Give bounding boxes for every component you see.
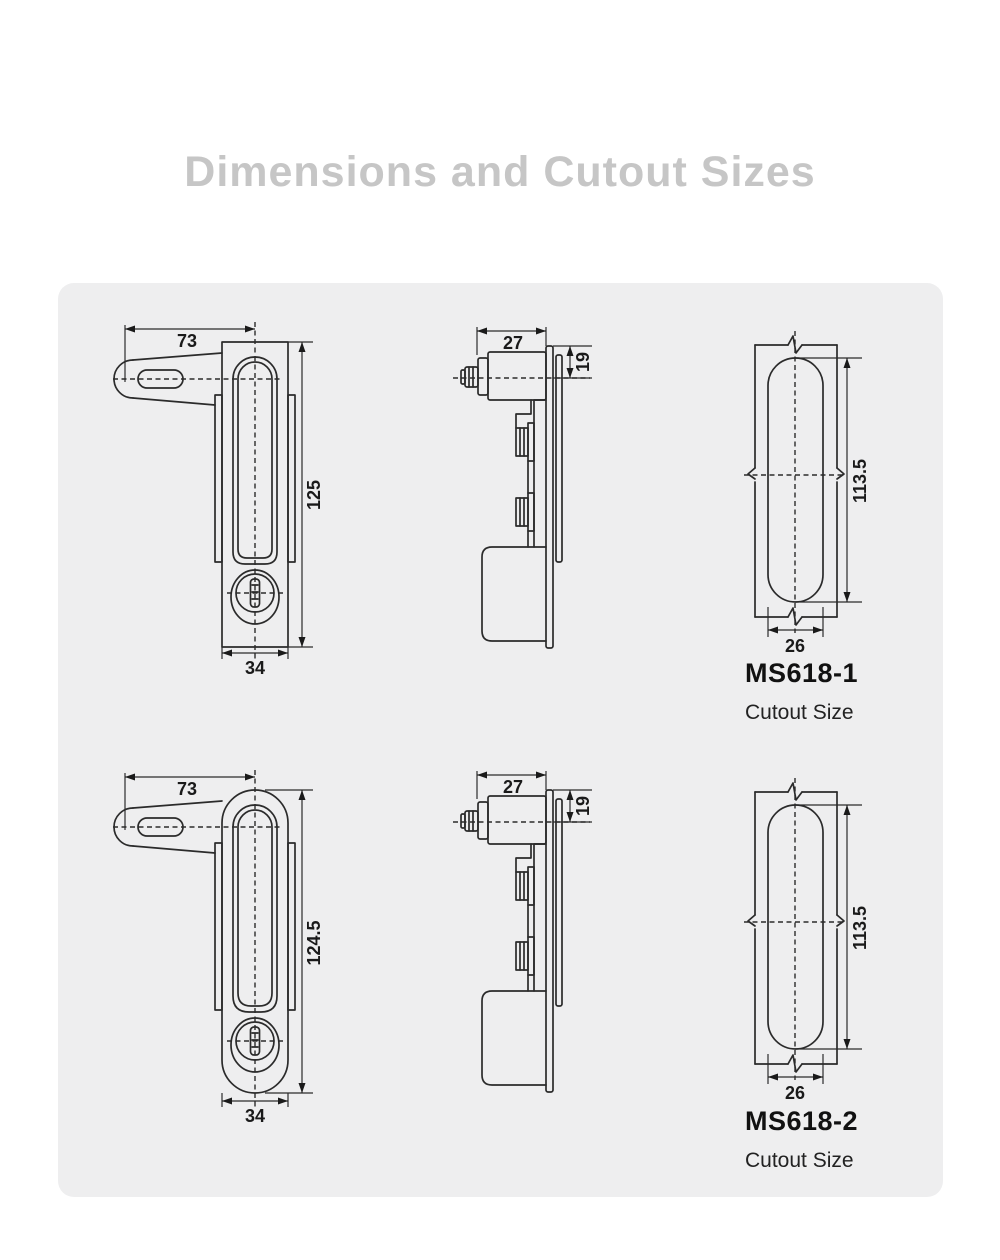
dim-label-height: 125 [304,479,324,511]
dim-height [288,342,324,647]
lock-barrel [461,796,546,844]
dim-label-cutout-width: 26 [784,1083,806,1103]
cutout-drawing-ms618-2 [730,772,880,1102]
model-label-block-1 [745,658,965,725]
break-mark-left [748,915,755,926]
dim-label-cutout-width: 26 [784,636,806,656]
dim-label-bottom-width: 34 [244,658,266,678]
dim-bottom-width [222,647,288,678]
break-mark-top [788,783,802,800]
centerlines [744,778,846,1080]
mounting-panel-plate [546,346,562,648]
body-profile [482,844,546,1085]
break-mark-left [748,468,755,479]
centerlines [744,331,846,633]
page-title: Dimensions and Cutout Sizes [184,148,816,196]
dim-label-bottom-width: 34 [244,1106,266,1126]
dim-offset [553,346,593,378]
front-view-drawing-ms618-1 [105,312,330,682]
dim-label-height: 124.5 [304,920,324,966]
dim-top-width [125,325,255,382]
side-view-drawing-ms618-1 [450,315,610,665]
dim-label-top-width: 73 [176,331,198,351]
front-view-drawing-ms618-2 [105,760,330,1130]
break-mark-bottom [788,1055,802,1072]
model-label-block-2 [745,1106,965,1173]
dim-label-width: 27 [502,333,524,353]
dim-width [477,771,546,799]
dim-cutout-height [795,358,870,602]
body-profile [482,400,546,641]
model-caption: Cutout Size [745,701,854,724]
dim-label-width: 27 [502,777,524,797]
side-view-drawing-ms618-2 [450,759,610,1109]
break-mark-bottom [788,608,802,625]
lock-barrel [461,352,546,400]
dim-label-cutout-height: 113.5 [850,905,870,951]
break-mark-right [837,468,844,479]
mounting-panel-plate [546,790,562,1092]
dim-label-offset: 19 [573,795,593,817]
break-mark-top [788,336,802,353]
dim-label-top-width: 73 [176,779,198,799]
dim-offset [553,790,593,822]
panel-outline [748,783,844,1072]
panel-outline [748,336,844,625]
dim-label-cutout-height: 113.5 [850,458,870,504]
cutout-drawing-ms618-1 [730,325,880,655]
break-mark-right [837,915,844,926]
dim-label-offset: 19 [573,351,593,373]
dim-cutout-height [795,805,870,1049]
model-name: MS618-1 [745,658,859,688]
model-name: MS618-2 [745,1106,859,1136]
dim-width [477,327,546,355]
model-caption: Cutout Size [745,1149,854,1172]
dim-top-width [125,773,255,830]
